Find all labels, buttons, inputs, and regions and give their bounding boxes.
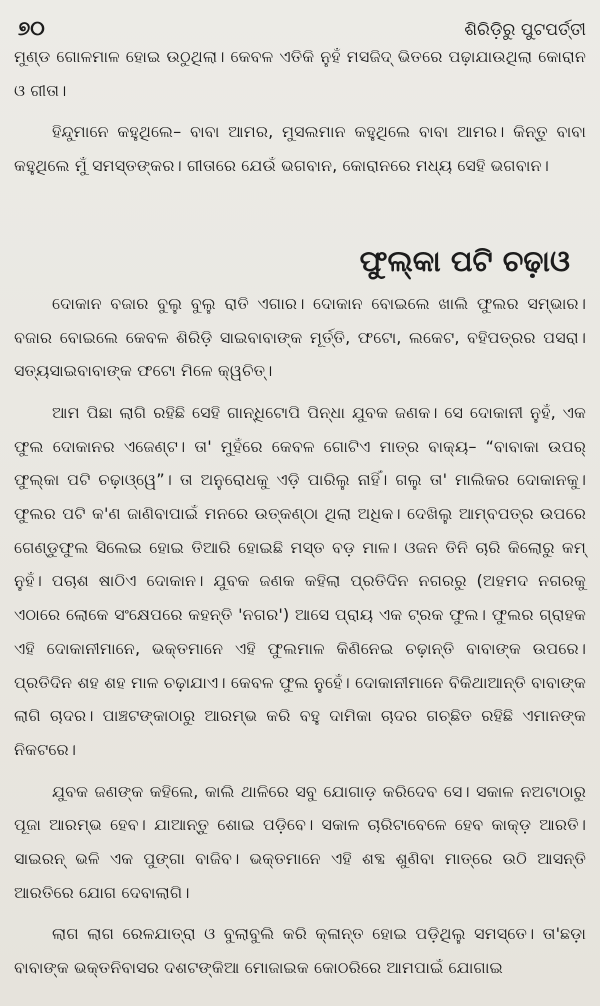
section-1 <box>14 40 586 183</box>
section-title: ଫୁଲ୍‌କା ପଟି ଚଢ଼ାଓ <box>359 243 570 278</box>
paragraph: ଯୁବକ ଜଣଙ୍କ କହିଲେ, କାଲି ଥାଳିରେ ସବୁ ଯୋଗାଡ଼ କରିଦେବ ସେ। ସକାଳ ନଅଟାଠାରୁ ପୂଜା ଆରମ୍ଭ ହେବ। ଯାଆନ୍ତୁ ଶୋଇ ପଡ଼ିବେ। ସକାଳ ଚାରିଟାବେଳେ ହେବ କାକ୍‌ଡ଼ ଆରତି। ସାଇରନ୍ ଭଳି ଏକ ପୁଙ୍ଗା ବାଜିବ। ଭକ୍ତମାନେ ଏହି ଶବ୍ଦ ଶୁଣିବା ମାତ୍ରେ ଉଠି ଆସନ୍ତି ଆରତିରେ ଯୋଗ ଦେବାଲାଗି। <box>14 781 586 902</box>
book-title: ଶିରିଡ଼ିରୁ ପୁଟପର୍ତ୍ତୀ <box>464 20 586 40</box>
page-number: ୭୦ <box>18 16 45 40</box>
paragraph: ଦୋକାନ ବଜାର ବୁଲୁ ବୁଲୁ ରାତି ଏଗାର। ଦୋକାନ ବୋଇଲେ ଖାଲି ଫୁଲର ସମ୍ଭାର। ବଜାର ବୋଇଲେ କେବଳ ଶିରିଡ଼ି ସାଇବାବାଙ୍କ ମୂର୍ତ୍ତି, ଫଟୋ, ଲକେଟ, ବହିପତ୍ରର ପସରା। ସତ୍ୟସାଇବାବାଙ୍କ ଫଟୋ ମିଳେ କ୍ୱଚିତ୍। <box>14 293 586 381</box>
paragraph: ହିନ୍ଦୁମାନେ କହୁଥିଲେ– ବାବା ଆମର, ମୁସଲମାନ କହୁଥିଲେ ବାବା ଆମର। କିନ୍ତୁ ବାବା କହୁଥିଲେ ମୁଁ ସମସ୍ତଙ୍କର। ଗୀତାରେ ଯେଉଁ ଭଗବାନ, କୋରାନରେ ମଧ୍ୟ ସେହି ଭଗବାନ। <box>14 122 586 176</box>
section-2 <box>14 287 586 985</box>
paragraph: ମୁଣ୍ଡ ଗୋଳମାଳ ହୋଇ ଉଠୁଥିଲା। କେବଳ ଏତିକି ନୁହଁ ମସଜିଦ୍ ଭିତରେ ପଢ଼ାଯାଉଥିଲା କୋରାନ ଓ ଗୀତା। <box>14 47 586 100</box>
running-header <box>14 6 586 40</box>
paragraph: ଲାଗ ଲାଗ ରେଳଯାତ୍ରା ଓ ବୁଲାବୁଲି କରି କ୍ଳାନ୍ତ ହୋଇ ପଡ଼ିଥିଲୁ ସମସ୍ତେ। ତା'ଛଡ଼ା ବାବାଙ୍କ ଭକ୍ତନିବାସର ଦଶଟଙ୍କିଆ ମୋଜାଇକ କୋଠରିରେ ଆମପାଇଁ ଯୋଗାଇ <box>14 924 586 978</box>
paragraph: ଆମ ପିଛା ଲାଗି ରହିଛି ସେହି ଗାନ୍ଧିଟୋପି ପିନ୍ଧା ଯୁବକ ଜଣକ। ସେ ଦୋକାନୀ ନୁହଁ, ଏକ ଫୁଲ ଦୋକାନର ଏଜେଣ୍ଟ। ତା' ମୁହଁରେ କେବଳ ଗୋଟିଏ ମାତ୍ର ବାକ୍ୟ– “ବାବାକା ଉପର୍ ଫୁଲ୍‌କା ପଟି ଚଢ଼ାଓ୍ୱେ”। ତା ଅନୁରୋଧକୁ ଏଡ଼ି ପାରିଲୁ ନାହିଁ। ଗଲୁ ତା' ମାଲିକର ଦୋକାନକୁ। ଫୁଲର ପଟି କ'ଣ ଜାଣିବାପାଇଁ ମନରେ ଉତ୍କଣ୍ଠା ଥିଲା ଅଧିକ। ଦେଖିଲୁ ଆମ୍ବପତ୍ର ଉପରେ ଗେଣ୍ଡୁଫୁଲ ସିଲେଇ ହୋଇ ତିଆରି ହୋଇଛି ମସ୍ତ ବଡ଼ ମାଳ। ଓଜନ ତିନି ଚାରି କିଲୋରୁ କମ୍ ନୁହଁ। ପଚାଶ ଷାଠିଏ ଦୋକାନ। ଯୁବକ ଜଣକ କହିଲା ପ୍ରତିଦିନ ନଗରରୁ (ଅହମଦ ନଗରକୁ ଏଠାରେ ଲୋକେ ସଂକ୍ଷେପରେ କହନ୍ତି 'ନଗର') ଆସେ ପ୍ରାୟ ଏକ ଟ୍ରକ ଫୁଲ। ଫୁଲର ଗ୍ରାହକ ଏହି ଦୋକାନୀମାନେ, ଭକ୍ତମାନେ ଏହି ଫୁଲମାଳ କିଣିନେଇ ଚଢ଼ାନ୍ତି ବାବାଙ୍କ ଉପରେ। ପ୍ରତିଦିନ ଶହ ଶହ ମାଳ ଚଢ଼ାଯାଏ। କେବଳ ଫୁଲ ନୁହେଁ। ଦୋକାନୀମାନେ ବିକିଥାଆନ୍ତି ବାବାଙ୍କ ଲାଗି ଚାଦର। ପାଞ୍ଚଟଙ୍କାଠାରୁ ଆରମ୍ଭ କରି ବହୁ ଦାମିକା ଚାଦର ଗଚ୍ଛିତ ରହିଛି ଏମାନଙ୍କ ନିକଟରେ। <box>14 402 586 759</box>
